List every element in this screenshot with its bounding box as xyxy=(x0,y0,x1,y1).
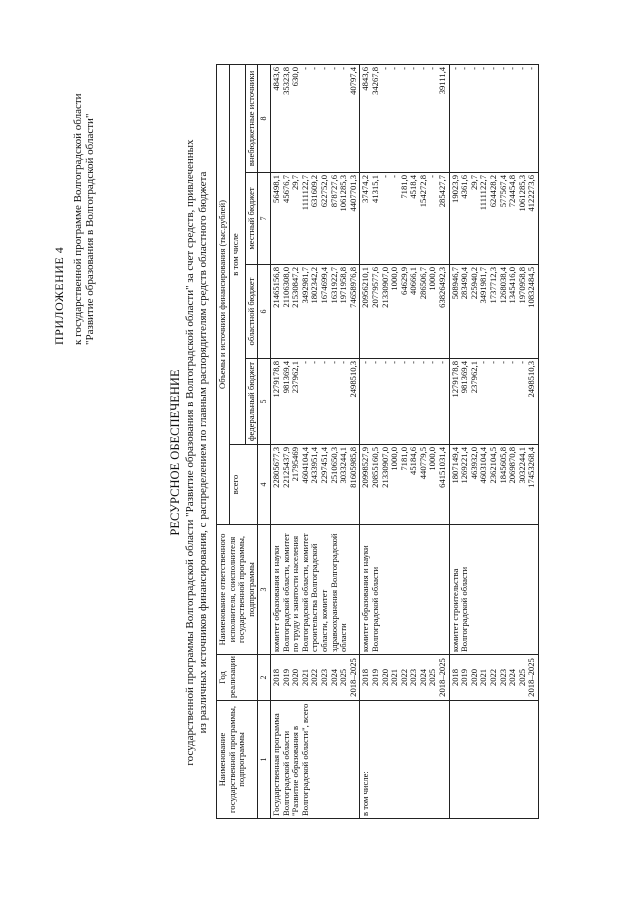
header-including: в том числе xyxy=(229,64,245,444)
total-cell-value: 2433951,4 xyxy=(309,447,320,484)
local-cell xyxy=(449,173,538,265)
regional-cell-value: 3491981,7 xyxy=(478,267,489,304)
extra-cell xyxy=(270,64,359,172)
header-extra: внебюджетные источники xyxy=(245,64,258,172)
program-name-cell xyxy=(449,701,538,819)
document-subtitle-1: государственной программы Волгоградской области "Развитие образования в Волгоградской области" за счет средств, привлеченных xyxy=(184,139,196,766)
regional-cell-value: 1971958,8 xyxy=(338,267,349,304)
local-cell-value: 1061285,3 xyxy=(338,175,349,212)
local-cell-value: 37474,2 xyxy=(360,175,371,203)
year-cell-value: 2023 xyxy=(318,668,329,687)
year-cell-value: 2020 xyxy=(468,668,479,687)
regional-cell-value: 1345416,0 xyxy=(507,267,518,304)
regional-cell-value: 1802342,2 xyxy=(309,267,320,304)
local-cell-value: 624428,2 xyxy=(488,175,499,208)
table-row xyxy=(360,64,449,818)
year-cell-value: 2019 xyxy=(459,668,470,687)
local-cell xyxy=(270,173,359,265)
extra-cell-value: - xyxy=(478,66,489,70)
total-cell-value: 20855160,5 xyxy=(369,447,380,488)
regional-cell xyxy=(270,265,359,359)
extra-cell-value: - xyxy=(497,66,508,70)
year-cell-value: 2022 xyxy=(488,668,499,687)
extra-cell-value: - xyxy=(427,66,438,70)
header-local: местный бюджет xyxy=(245,173,258,265)
total-cell-value: 20998527,9 xyxy=(360,447,371,488)
header-volumes: Объемы и источники финансирования (тыс.рублей) xyxy=(217,64,230,524)
total-cell-value: 1845605,8 xyxy=(497,447,508,484)
appendix-line-1: к государственной программе Волгоградской области xyxy=(72,93,84,345)
regional-cell-value: 1000,0 xyxy=(427,267,438,291)
federal-cell-value: 2498510,3 xyxy=(347,361,358,398)
year-cell-value: 2024 xyxy=(507,668,518,687)
total-cell-value: 7181,0 xyxy=(398,447,409,471)
total-cell-value: 3033244,1 xyxy=(338,447,349,484)
total-cell-value: 21330907,0 xyxy=(379,447,390,488)
year-cell-value: 2018–2025 xyxy=(526,658,537,697)
regional-cell-value: 1674699,4 xyxy=(318,267,329,304)
extra-cell-value: - xyxy=(389,66,400,70)
year-cell-value: 2018–2025 xyxy=(347,658,358,697)
federal-cell-value: - xyxy=(398,361,409,364)
total-cell-value: 463932,0 xyxy=(468,447,479,480)
total-cell-value: 21795469 xyxy=(290,447,301,482)
table-row xyxy=(270,64,359,818)
extra-cell-value: - xyxy=(459,66,470,70)
federal-cell-value: - xyxy=(360,361,371,364)
extra-cell-value: - xyxy=(488,66,499,70)
local-cell-value: 724454,8 xyxy=(507,175,518,208)
local-cell-value: 19023,9 xyxy=(449,175,460,203)
regional-cell-value: 21530847,2 xyxy=(290,267,301,308)
column-number: 1 xyxy=(258,701,271,819)
regional-cell-value: 40666,1 xyxy=(408,267,419,295)
local-cell-value: 631609,2 xyxy=(309,175,320,208)
year-cell-value: 2023 xyxy=(497,668,508,687)
extra-cell-value: - xyxy=(516,66,527,70)
total-cell-value: 45184,6 xyxy=(408,447,419,475)
regional-cell-value: 21465156,8 xyxy=(270,267,281,308)
local-cell-value: 1061285,3 xyxy=(516,175,527,212)
regional-cell-value: 3492981,7 xyxy=(299,267,310,304)
column-number: 3 xyxy=(258,525,271,655)
federal-cell-value: - xyxy=(417,361,428,364)
local-cell-value: 4361,6 xyxy=(459,175,470,199)
extra-cell-value: - xyxy=(449,66,460,70)
federal-cell-value: - xyxy=(379,361,390,364)
total-cell xyxy=(270,445,359,525)
year-cell-value: 2024 xyxy=(417,668,428,687)
table-body xyxy=(270,64,538,818)
extra-cell-value: - xyxy=(309,66,320,70)
local-cell-value: 7181,0 xyxy=(398,175,409,199)
total-cell-value: 1000,0 xyxy=(389,447,400,471)
local-cell-value: 41315,1 xyxy=(369,175,380,203)
local-cell xyxy=(360,173,449,265)
year-cell-value: 2021 xyxy=(299,668,310,687)
extra-cell-value: 35323,8 xyxy=(280,66,291,95)
regional-cell-value: 10832484,5 xyxy=(526,267,537,308)
extra-cell-value: - xyxy=(526,66,537,70)
federal-cell-value: - xyxy=(328,361,339,364)
federal-cell-value: - xyxy=(507,361,518,364)
year-cell-value: 2025 xyxy=(516,668,527,687)
appendix-title: ПРИЛОЖЕНИЕ 4 xyxy=(52,246,66,345)
column-number: 5 xyxy=(258,359,271,445)
total-cell-value: 1807149,4 xyxy=(449,447,460,484)
regional-cell-value: 64629,9 xyxy=(398,267,409,295)
year-cell-value: 2023 xyxy=(408,668,419,687)
extra-cell-value: - xyxy=(507,66,518,70)
extra-cell-value: - xyxy=(398,66,409,70)
local-cell-value: 622752,0 xyxy=(318,175,329,208)
regional-cell-value: 63826492,3 xyxy=(437,267,448,308)
federal-cell-value: - xyxy=(408,361,419,364)
year-cell-value: 2020 xyxy=(290,668,301,687)
year-cell-value: 2019 xyxy=(369,668,380,687)
regional-cell xyxy=(360,265,449,359)
program-name-cell: в том числе: xyxy=(360,701,449,819)
extra-cell-value: - xyxy=(408,66,419,70)
regional-cell-value: 225940,2 xyxy=(468,267,479,300)
regional-cell-value: 1000,0 xyxy=(389,267,400,291)
extra-cell-value: - xyxy=(328,66,339,70)
federal-cell-value: - xyxy=(389,361,400,364)
year-cell-value: 2018 xyxy=(449,668,460,687)
federal-cell-value: 981369,4 xyxy=(459,361,470,394)
extra-cell-value: 4843,6 xyxy=(270,66,281,91)
local-cell-value: 1111122,7 xyxy=(299,175,310,211)
total-cell-value: 81605985,8 xyxy=(347,447,358,488)
header-year: Год реализации xyxy=(217,655,258,701)
federal-cell-value: - xyxy=(338,361,349,364)
total-cell-value: 1269221,4 xyxy=(459,447,470,484)
column-number: 8 xyxy=(258,64,271,172)
local-cell-value: 4122273,6 xyxy=(526,175,537,212)
extra-cell-value: 630,0 xyxy=(290,66,301,87)
regional-cell-value: 1268038,4 xyxy=(497,267,508,304)
local-cell-value: - xyxy=(379,175,390,178)
federal-cell-value: - xyxy=(516,361,527,364)
header-name: Наименование государственной программы, подпрограммы xyxy=(217,701,258,819)
regional-cell-value: 283490,4 xyxy=(459,267,470,300)
year-cell-value: 2025 xyxy=(427,668,438,687)
total-cell-value: 64151031,4 xyxy=(437,447,448,488)
regional-cell-value: 20779577,6 xyxy=(369,267,380,308)
column-number: 2 xyxy=(258,655,271,701)
total-cell-value: 17453268,4 xyxy=(526,447,537,488)
local-cell-value: 154272,8 xyxy=(417,175,428,208)
federal-cell-value: - xyxy=(437,361,448,364)
local-cell-value: 878727,6 xyxy=(328,175,339,208)
local-cell-value: 4518,4 xyxy=(408,175,419,199)
extra-cell-value: - xyxy=(338,66,349,70)
document-title: РЕСУРСНОЕ ОБЕСПЕЧЕНИЕ xyxy=(168,369,182,536)
federal-cell-value: 1279178,8 xyxy=(270,361,281,398)
total-cell xyxy=(449,445,538,525)
year-cell-value: 2020 xyxy=(379,668,390,687)
local-cell-value: 29,7 xyxy=(290,175,301,191)
extra-cell-value: - xyxy=(417,66,428,70)
federal-cell-value: - xyxy=(318,361,329,364)
federal-cell-value: - xyxy=(309,361,320,364)
total-cell-value: 2510650,3 xyxy=(328,447,339,484)
column-number-row xyxy=(258,64,271,818)
federal-cell-value: - xyxy=(299,361,310,364)
regional-cell-value: 20956210,1 xyxy=(360,267,371,308)
extra-cell xyxy=(449,64,538,172)
regional-cell-value: 508946,7 xyxy=(449,267,460,300)
total-cell-value: 4603104,4 xyxy=(478,447,489,484)
year-cell-value: 2018–2025 xyxy=(437,658,448,697)
regional-cell-value: 1737712,3 xyxy=(488,267,499,304)
total-cell-value: 22805677,3 xyxy=(270,447,281,488)
local-cell-value: - xyxy=(427,175,438,178)
regional-cell-value: 1631922,7 xyxy=(328,267,339,304)
header-executor: Наименование ответственного исполнителя, соисполнителя государственной программы, подпрограммы xyxy=(217,525,258,655)
column-number: 7 xyxy=(258,173,271,265)
total-cell-value: 2069870,8 xyxy=(507,447,518,484)
total-cell-value: 2297451,4 xyxy=(318,447,329,484)
extra-cell-value: - xyxy=(299,66,310,70)
document-subtitle-2: из различных источников финансирования, с распределением по главным распорядителям средств областного бюджета xyxy=(197,171,209,734)
header-federal: федеральный бюджет xyxy=(245,359,258,445)
local-cell-value: 45676,7 xyxy=(280,175,291,203)
regional-cell-value: 74658976,8 xyxy=(347,267,358,308)
extra-cell-value: 4843,6 xyxy=(360,66,371,91)
year-cell-value: 2022 xyxy=(398,668,409,687)
total-cell-value: 4604104,4 xyxy=(299,447,310,484)
total-cell xyxy=(360,445,449,525)
extra-cell xyxy=(360,64,449,172)
federal-cell-value: - xyxy=(369,361,380,364)
year-cell xyxy=(449,655,538,701)
resource-table xyxy=(216,64,539,819)
federal-cell-value: - xyxy=(488,361,499,364)
federal-cell xyxy=(270,359,359,445)
year-cell-value: 2018 xyxy=(270,668,281,687)
federal-cell-value: 981369,4 xyxy=(280,361,291,394)
extra-cell-value: 40797,4 xyxy=(347,66,358,95)
year-cell-value: 2022 xyxy=(309,668,320,687)
total-cell-value: 3032244,1 xyxy=(516,447,527,484)
header-regional: областной бюджет xyxy=(245,265,258,359)
year-cell xyxy=(360,655,449,701)
extra-cell-value: 39111,4 xyxy=(437,66,448,95)
appendix-line-2: "Развитие образования в Волгоградской области" xyxy=(84,113,96,345)
total-cell-value: 440779,5 xyxy=(417,447,428,480)
regional-cell-value: 21106308,0 xyxy=(280,267,291,308)
executor-cell: комитет строительства Волгоградской области xyxy=(449,525,538,655)
local-cell-value: 4407701,3 xyxy=(347,175,358,212)
extra-cell-value: - xyxy=(379,66,390,70)
federal-cell-value: 237962,1 xyxy=(290,361,301,394)
federal-cell-value: - xyxy=(427,361,438,364)
regional-cell-value: 1970958,8 xyxy=(516,267,527,304)
federal-cell-value: - xyxy=(497,361,508,364)
year-cell-value: 2021 xyxy=(389,668,400,687)
total-cell-value: 1000,0 xyxy=(427,447,438,471)
extra-cell-value: 34267,8 xyxy=(369,66,380,95)
column-number: 6 xyxy=(258,265,271,359)
local-cell-value: 285427,7 xyxy=(437,175,448,208)
federal-cell-value: - xyxy=(478,361,489,364)
executor-cell: комитет образования и науки Волгоградской области, комитет по труду и занятости населения Волгоградской области, комитет строительства Волгоградской области, комитет здравоохранения Волгоградской области xyxy=(270,525,359,655)
regional-cell xyxy=(449,265,538,359)
total-cell-value: 2362104,5 xyxy=(488,447,499,484)
extra-cell-value: - xyxy=(468,66,479,70)
local-cell-value: 29,7 xyxy=(468,175,479,191)
local-cell-value: - xyxy=(389,175,400,178)
year-cell-value: 2024 xyxy=(328,668,339,687)
program-name-cell: Государственная программа Волгоградской области "Развитие образования в Волгоградской области", всего xyxy=(270,701,359,819)
federal-cell xyxy=(360,359,449,445)
column-number: 4 xyxy=(258,445,271,525)
executor-cell: комитет образования и науки Волгоградской области xyxy=(360,525,449,655)
header-total: всего xyxy=(229,445,258,525)
local-cell-value: 1111122,7 xyxy=(478,175,489,211)
federal-cell-value: 2498510,3 xyxy=(526,361,537,398)
year-cell-value: 2019 xyxy=(280,668,291,687)
year-cell-value: 2025 xyxy=(338,668,349,687)
year-cell xyxy=(270,655,359,701)
regional-cell-value: 286506,7 xyxy=(417,267,428,300)
federal-cell-value: 1279178,8 xyxy=(449,361,460,398)
total-cell-value: 22125437,9 xyxy=(280,447,291,488)
regional-cell-value: 21330907,0 xyxy=(379,267,390,308)
federal-cell-value: 237962,1 xyxy=(468,361,479,394)
year-cell-value: 2021 xyxy=(478,668,489,687)
federal-cell xyxy=(449,359,538,445)
local-cell-value: 56498,1 xyxy=(270,175,281,203)
extra-cell-value: - xyxy=(318,66,329,70)
table-row xyxy=(449,64,538,818)
local-cell-value: 577567,4 xyxy=(497,175,508,208)
year-cell-value: 2018 xyxy=(360,668,371,687)
